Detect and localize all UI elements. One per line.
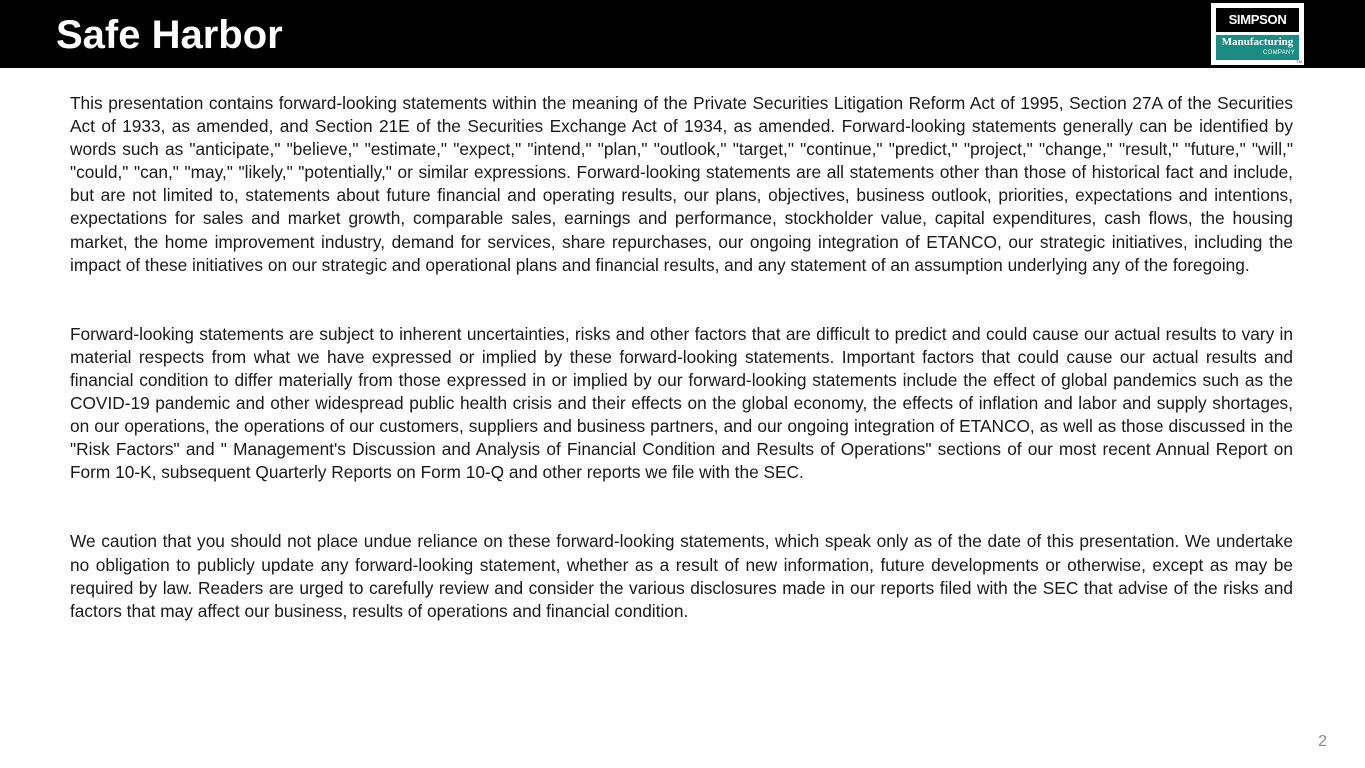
logo-company-text: COMPANY [1263,50,1295,56]
paragraph-forward-looking-definition: This presentation contains forward-looking statements within the meaning of the Private Securities Litigation Reform Act of 1995, Section 27A of the Securities Act of 1933, as amended, and Section 21E of the Securities Exchange Act of 1934, as amended. Forward-looking statements generally can be identified by words such as "anticipate," "believe," "estimate," "expect," "intend," "plan," "outlook," "target," "continue," "predict," "project," "change," "result," "future," "will," "could," "can," "may," "likely," "potentially," or similar expressions. Forward-looking statements are all statements other than those of historical fact and include, but are not limited to, statements about future financial and operating results, our plans, objectives, business outlook, priorities, expectations and intentions, expectations for sales and market growth, comparable sales, earnings and performance, stockholder value, capital expenditures, cash flows, the housing market, the home improvement industry, demand for services, share repurchases, our ongoing integration of ETANCO, our strategic initiatives, including the impact of these initiatives on our strategic and operational plans and financial results, and any statement of an assumption underlying any of the foregoing. [70,93,1293,275]
paragraph-caution: We caution that you should not place undue reliance on these forward-looking statements, which speak only as of the date of this presentation. We undertake no obligation to publicly update any forward-looking statement, whether as a result of new information, future developments or otherwise, except as may be required by law. Readers are urged to carefully review and consider the various disclosures made in our reports filed with the SEC that advise of the risks and factors that may affect our business, results of operations and financial condition. [70,531,1293,621]
company-logo [1211,3,1304,65]
paragraph-risk-factors: Forward-looking statements are subject to inherent uncertainties, risks and other factors that are difficult to predict and could cause our actual results to vary in material respects from what we have expressed or implied by these forward-looking statements. Important factors that could cause our actual results and financial condition to differ materially from those expressed in or implied by our forward-looking statements include the effect of global pandemics such as the COVID-19 pandemic and other widespread public health crisis and their effects on the global economy, the effects of inflation and labor and supply shortages, on our operations, the operations of our customers, suppliers and business partners, and our ongoing integration of ETANCO, as well as those discussed in the "Risk Factors" and " Management's Discussion and Analysis of Financial Condition and Results of Operations" sections of our most recent Annual Report on Form 10-K, subsequent Quarterly Reports on Form 10-Q and other reports we file with the SEC. [70,323,1293,483]
logo-manufacturing-text: Manufacturing [1221,36,1294,48]
page-title: Safe Harbor [56,13,283,57]
header-bar [0,0,1365,68]
logo-trademark: TM [1296,59,1302,64]
logo-manufacturing-band [1216,35,1299,60]
logo-simpson-band: SIMPSON [1216,8,1299,32]
safe-harbor-body [70,92,1293,623]
page-number: 2 [1318,733,1327,750]
